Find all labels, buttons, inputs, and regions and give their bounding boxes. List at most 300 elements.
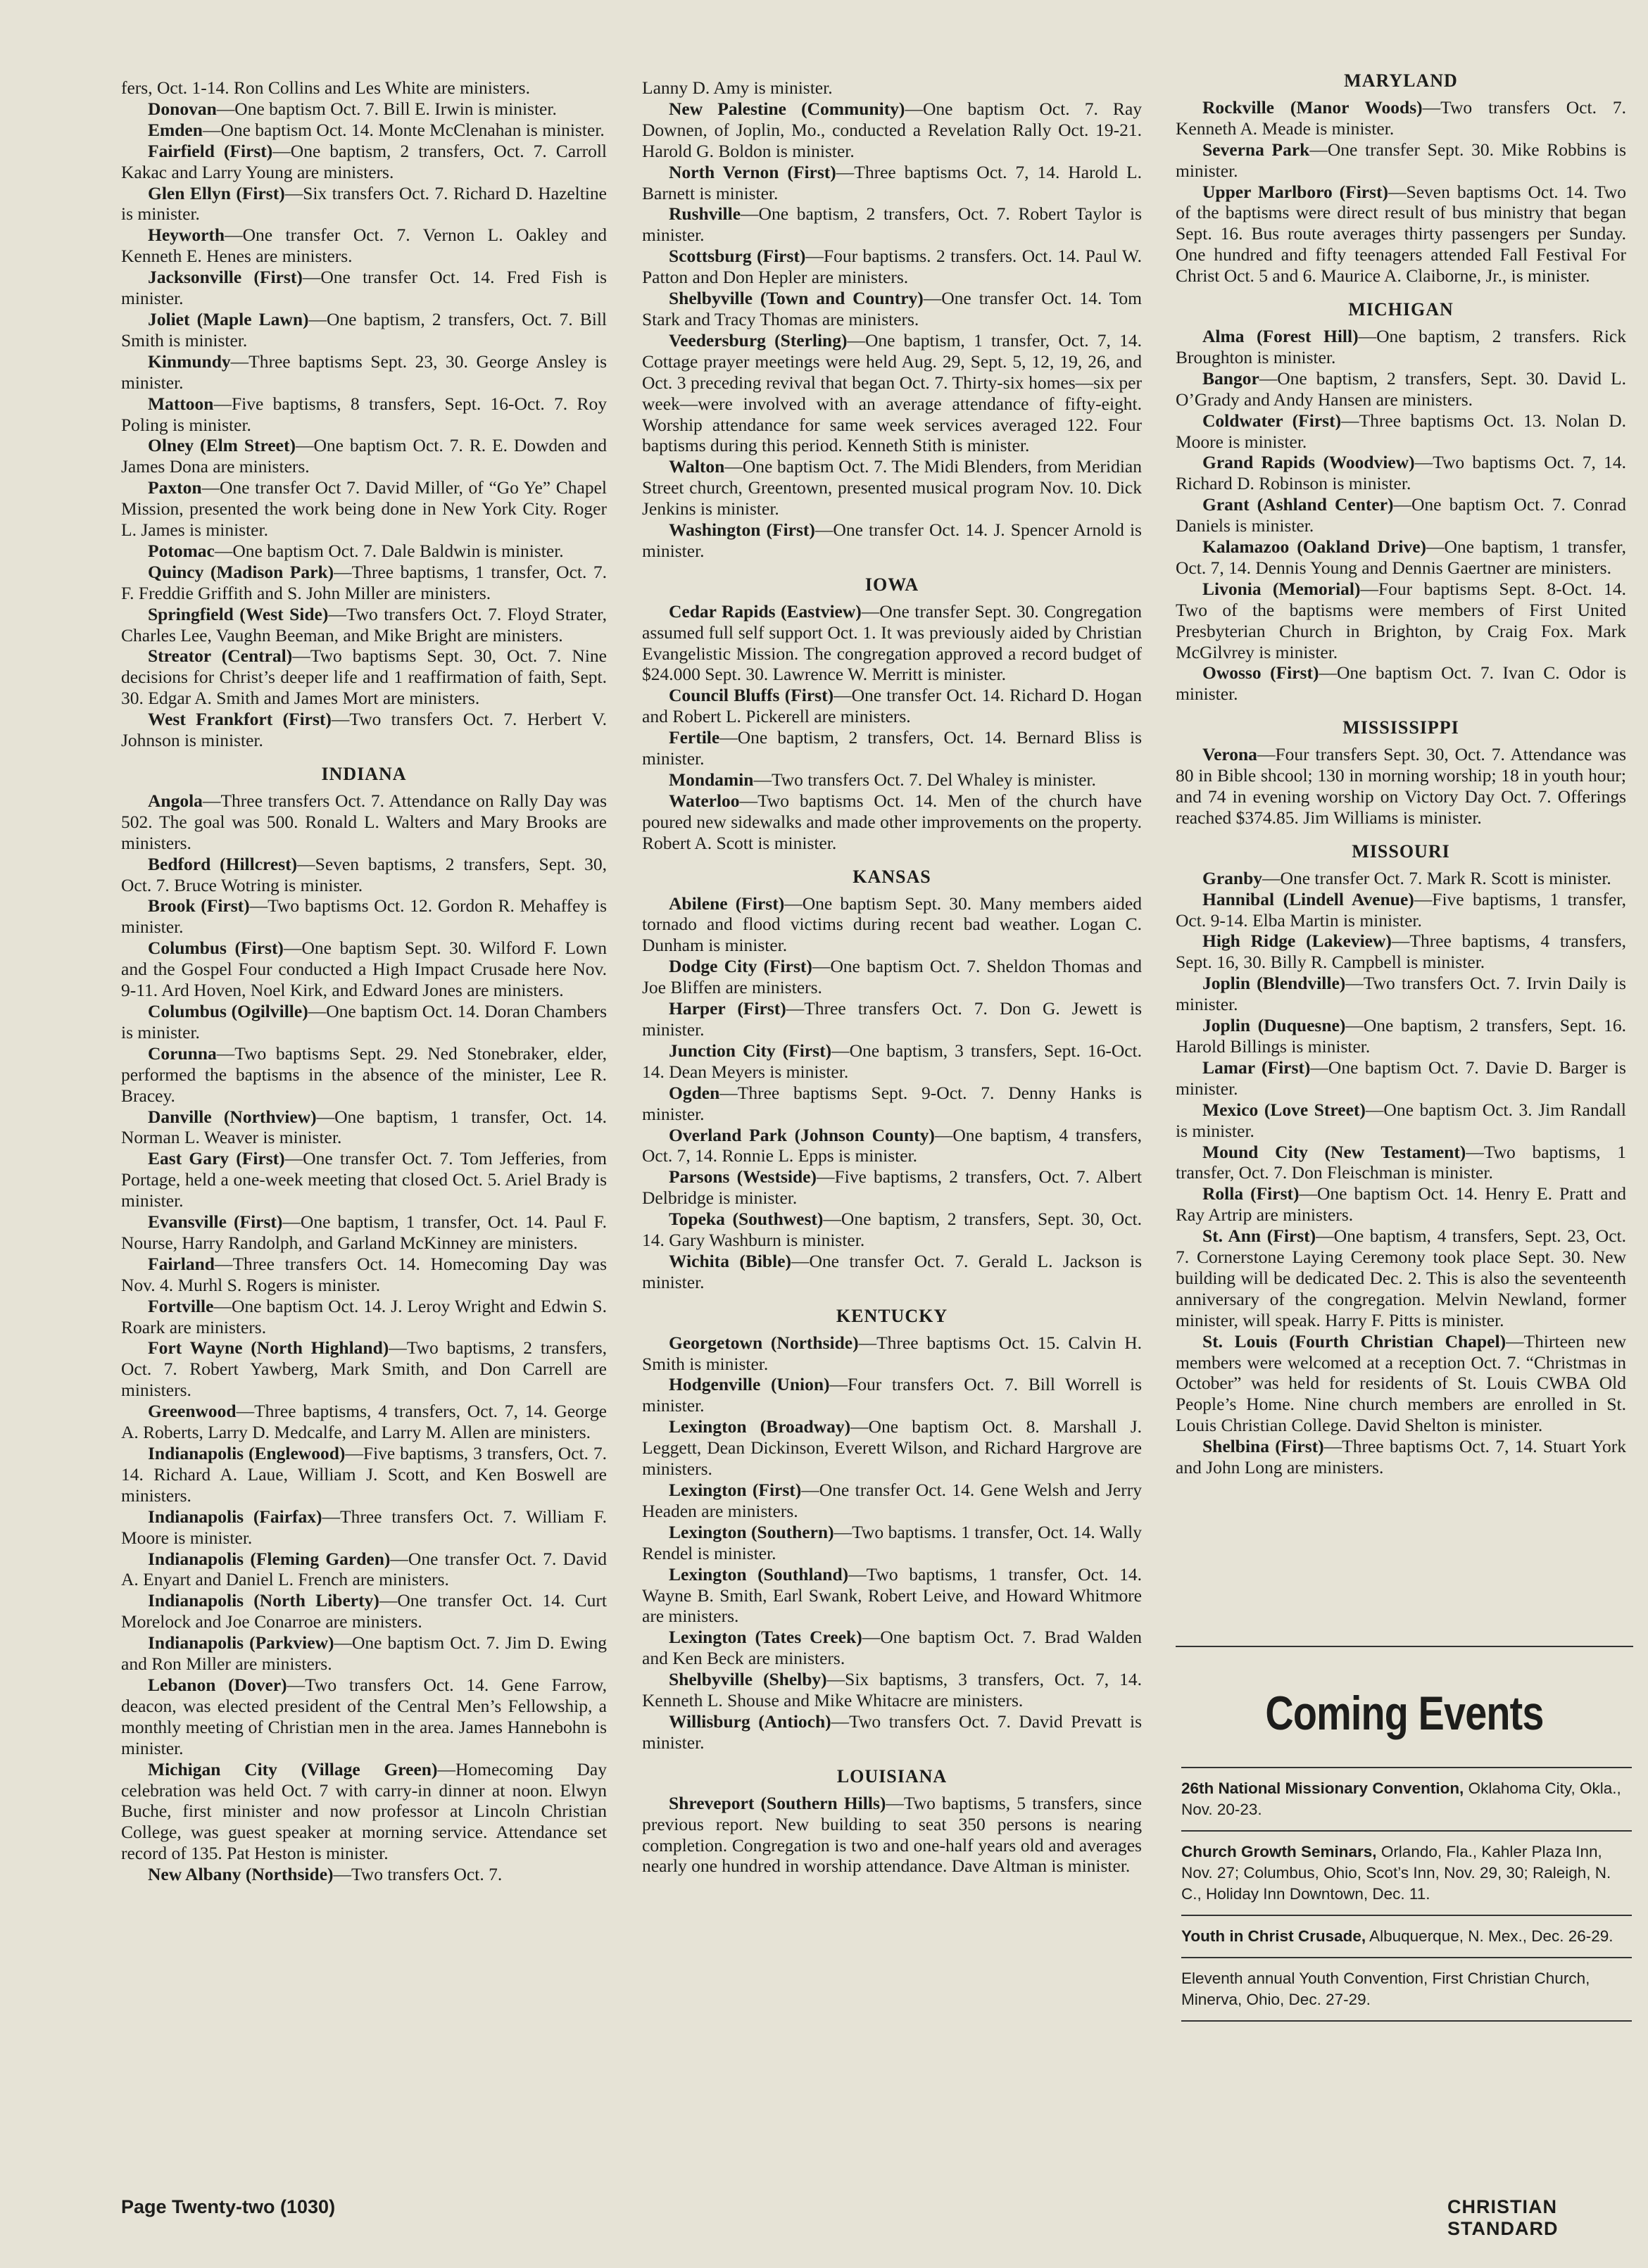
church-report <box>642 1125 1142 1167</box>
church-report <box>121 1549 607 1591</box>
church-report <box>1176 1183 1626 1226</box>
church-report <box>121 1590 607 1632</box>
church-name: Owosso (First) <box>1202 662 1319 683</box>
report-text: —One transfer Sept. 30. Congregation assumed full self support Oct. 1. It was previously aided by Christian Evangelistic Mission. The congregation approved a record budget of $24.000 Sept. 30. Lawrence W. Merritt is minister. <box>642 600 1142 685</box>
church-report <box>121 267 607 309</box>
church-name: Springfield (West Side) <box>148 603 329 624</box>
church-report <box>642 1040 1142 1083</box>
church-report <box>642 456 1142 519</box>
report-text: —Five baptisms, 2 transfers, Oct. 7. Albert Delbridge is minister. <box>642 1166 1142 1209</box>
report-text: —One baptism Oct. 14. Monte McClenahan is minister. <box>202 119 605 140</box>
church-report <box>1176 1436 1626 1478</box>
church-report <box>121 541 607 562</box>
state-heading: IOWA <box>864 574 919 595</box>
church-report <box>1176 452 1626 494</box>
church-name: Indianapolis (Fleming Garden) <box>148 1548 391 1569</box>
church-name: Bedford (Hillcrest) <box>148 853 298 874</box>
event-detail: Albuquerque, N. Mex., Dec. 26-29. <box>1366 1927 1614 1945</box>
report-text: —Four transfers Sept. 30, Oct. 7. Attendance was 80 in Bible shcool; 130 in morning worship; 18 in youth hour; and 74 in evening worship on Victory Day Oct. 7. Offerings reached $374.85. Jim Williams is minister. <box>1176 744 1626 828</box>
report-text: —One transfer Oct. 14. Richard D. Hogan and Robert L. Pickerell are ministers. <box>642 685 1142 727</box>
report-text: —Three transfers Oct. 14. Homecoming Day was Nov. 4. Murhl S. Rogers is minister. <box>121 1253 607 1295</box>
church-name: Angola <box>148 790 203 811</box>
coming-events-list <box>1181 1767 1632 2022</box>
church-name: Joplin (Duquesne) <box>1202 1015 1346 1036</box>
church-name: Lexington (Southern) <box>669 1521 834 1542</box>
report-text: —Two transfers Oct. 14. Gene Farrow, deacon, was elected president of the Central Men’s Fellowship, a monthly meeting of Christian men in the area. James Hannebohn is minister. <box>121 1674 607 1758</box>
event-item <box>1181 1832 1632 1916</box>
report-text: —Five baptisms, 1 transfer, Oct. 9-14. Elba Martin is minister. <box>1176 888 1626 931</box>
report-text: —Four baptisms Sept. 8-Oct. 14. Two of the baptisms were members of First United Presbyterian Church in Brighton, by Craig Fox. Mark McGilvrey is minister. <box>1176 578 1626 662</box>
church-report <box>121 120 607 141</box>
report-text: —One baptism Oct. 7. The Midi Blenders, from Meridian Street church, Greentown, presented musical program Nov. 10. Dick Jenkins is minister. <box>642 456 1142 519</box>
report-text: —One baptism, 1 transfer, Oct. 14. Paul F. Nourse, Harry Randolph, and Garland McKinney are ministers. <box>121 1211 607 1253</box>
church-name: Wichita (Bible) <box>669 1250 792 1271</box>
report-text: —Three baptisms Sept. 9-Oct. 7. Denny Hanks is minister. <box>642 1082 1142 1124</box>
report-text: —Seven baptisms Oct. 14. Two of the baptisms were direct result of bus ministry that began Sept. 16. Bus route averages thirty passengers per Sunday. One hundred and fifty teenagers attended Fall Festival For Christ Oct. 5 and 6. Maurice A. Claiborne, Jr., is minister. <box>1176 181 1626 286</box>
church-name: Lexington (Southland) <box>669 1563 849 1585</box>
church-name: Jacksonville (First) <box>148 267 303 288</box>
church-report <box>121 1043 607 1107</box>
church-report <box>121 604 607 646</box>
report-text: —One transfer Oct. 7. Mark R. Scott is minister. <box>1262 867 1611 888</box>
church-name: Lexington (Tates Creek) <box>669 1627 862 1648</box>
church-report <box>121 1506 607 1549</box>
church-name: Lamar (First) <box>1202 1057 1311 1078</box>
report-text: —One transfer Oct. 14. Curt Morelock and Joe Conarroe are ministers. <box>121 1590 607 1632</box>
church-report <box>642 246 1142 288</box>
report-text: —One baptism Oct. 7. Ivan C. Odor is minister. <box>1176 662 1627 705</box>
church-report <box>642 998 1142 1040</box>
church-name: Joplin (Blendville) <box>1202 973 1346 994</box>
report-text: —Four transfers Oct. 7. Bill Worrell is minister. <box>642 1374 1143 1416</box>
church-name: Mondamin <box>669 769 754 790</box>
report-text: —Three baptisms Oct. 7, 14. Harold L. Barnett is minister. <box>642 161 1142 203</box>
report-text: —Two baptisms Oct. 7, 14. Richard D. Robinson is minister. <box>1176 452 1627 494</box>
event-detail: Orlando, Fla., Kahler Plaza Inn, Nov. 27; Columbus, Ohio, Scot’s Inn, Nov. 29, 30; Raleigh, N. C., Holiday Inn Downtown, Dec. 11. <box>1181 1843 1611 1903</box>
church-name: Shelbina (First) <box>1202 1436 1324 1457</box>
church-name: Mound City (New Testament) <box>1202 1141 1466 1162</box>
church-name: Ogden <box>669 1082 720 1103</box>
church-report <box>121 1211 607 1254</box>
report-text: —Two baptisms, 2 transfers, Oct. 7. Robert Yawberg, Mark Smith, and Don Carrell are ministers. <box>121 1337 607 1401</box>
church-name: Evansville (First) <box>148 1211 283 1233</box>
report-text: —One baptism Oct. 14. Doran Chambers is minister. <box>121 1000 607 1042</box>
church-name: Upper Marlboro (First) <box>1202 181 1389 202</box>
report-text: —Three baptisms, 4 transfers, Sept. 16, 30. Billy R. Campbell is minister. <box>1176 931 1626 973</box>
church-report <box>121 141 607 183</box>
church-report <box>642 1711 1142 1753</box>
church-report <box>1176 536 1626 579</box>
report-text: —One baptism, 2 transfers. Rick Broughton is minister. <box>1176 325 1626 367</box>
church-name: Donovan <box>148 98 217 119</box>
church-name: Shelbyville (Town and Country) <box>669 288 924 309</box>
report-text: —Three transfers Oct. 7. William F. Moore is minister. <box>121 1506 607 1548</box>
report-text: —Two baptisms Sept. 29. Ned Stonebraker, elder, performed the baptisms in the absence of the minister, Lee R. Bracey. <box>121 1042 607 1106</box>
church-report <box>1176 868 1626 889</box>
church-report <box>121 1401 607 1443</box>
report-text: —Two baptisms Sept. 30, Oct. 7. Nine decisions for Christ’s deeper life and 1 reaffirmation of faith, Sept. 30. Edgar A. Smith and James Mort are ministers. <box>121 645 607 709</box>
church-name: Fairland <box>148 1253 215 1274</box>
report-text: —One baptism, 2 transfers, Oct. 7. Robert Taylor is minister. <box>642 203 1142 246</box>
coming-events-title: Coming Events <box>1265 1687 1544 1740</box>
report-text: —One baptism Oct. 7. Brad Walden and Ken Beck are ministers. <box>642 1627 1142 1669</box>
report-text: —One baptism, 2 transfers, Oct. 7. Carroll Kakac and Larry Young are ministers. <box>121 140 607 182</box>
report-text: —One baptism, 2 transfers, Sept. 30, Oct. 14. Gary Washburn is minister. <box>642 1209 1142 1251</box>
report-text: —Two transfers Oct. 7. Herbert V. Johnson is minister. <box>121 709 607 751</box>
church-name: Council Bluffs (First) <box>669 685 834 706</box>
report-text: —One baptism, 2 transfers, Sept. 16. Harold Billings is minister. <box>1176 1015 1626 1057</box>
church-name: Fortville <box>148 1295 214 1316</box>
church-name: Junction City (First) <box>669 1040 832 1061</box>
church-report <box>642 288 1142 330</box>
report-text: —One baptism Oct. 7. Conrad Daniels is minister. <box>1176 494 1626 536</box>
church-report <box>121 309 607 351</box>
report-text: —Seven baptisms, 2 transfers, Sept. 30, Oct. 7. Bruce Wotring is minister. <box>121 853 607 895</box>
report-text: —Six baptisms, 3 transfers, Oct. 7, 14. Kenneth L. Shouse and Mike Whitacre are ministers. <box>642 1669 1142 1711</box>
church-report <box>642 1627 1142 1669</box>
event-item <box>1181 1916 1632 1958</box>
church-report <box>121 1675 607 1759</box>
church-name: Indianapolis (North Liberty) <box>148 1590 379 1611</box>
church-name: New Palestine (Community) <box>669 98 905 119</box>
report-text: —Five baptisms, 8 transfers, Sept. 16-Oct. 7. Roy Poling is minister. <box>121 393 607 435</box>
church-report <box>642 77 1142 99</box>
state-heading: INDIANA <box>321 764 407 784</box>
report-text: —One baptism Oct. 14. J. Leroy Wright and Edwin S. Roark are ministers. <box>121 1295 607 1337</box>
church-report <box>642 769 1142 790</box>
state-heading: MARYLAND <box>1344 70 1458 91</box>
church-report <box>121 1001 607 1043</box>
event-detail: Oklahoma City, Okla., Nov. 20-23. <box>1181 1779 1621 1818</box>
report-text: —One baptism, 1 transfer, Oct. 7, 14. Dennis Young and Dennis Gaertner are ministers. <box>1176 536 1626 578</box>
church-report <box>121 99 607 120</box>
church-report <box>642 1793 1142 1877</box>
church-name: Potomac <box>148 540 215 561</box>
church-name: Livonia (Memorial) <box>1202 578 1361 599</box>
report-text: —One baptism Oct. 7. Sheldon Thomas and Joe Bliffen are ministers. <box>642 956 1142 998</box>
church-report <box>642 1669 1142 1711</box>
church-report <box>642 893 1142 957</box>
church-name: Hannibal (Lindell Avenue) <box>1202 888 1414 909</box>
church-name: Veedersburg (Sterling) <box>669 329 848 351</box>
church-report <box>121 477 607 541</box>
church-report <box>121 1337 607 1401</box>
report-text: —Three baptisms, 1 transfer, Oct. 7. F. Freddie Griffith and S. John Miller are ministers. <box>121 561 607 603</box>
church-report <box>642 1416 1142 1480</box>
report-text: fers, Oct. 1-14. Ron Collins and Les White are ministers. <box>121 77 530 98</box>
report-text: —One baptism Oct. 7. Ray Downen, of Joplin, Mo., conducted a Revelation Rally Oct. 19-21. Harold G. Boldon is minister. <box>642 98 1143 161</box>
report-text: —One transfer Oct 7. David Miller, of “Go Ye” Chapel Mission, presented the work being done in New York City. Roger L. James is minister. <box>121 477 607 541</box>
church-name: Rushville <box>669 203 741 225</box>
report-text: —Two baptisms Oct. 14. Men of the church have poured new sidewalks and made other improvements on the property. Robert A. Scott is minister. <box>642 790 1142 853</box>
church-name: Heyworth <box>148 225 225 246</box>
church-name: Corunna <box>148 1042 217 1064</box>
church-report <box>121 351 607 393</box>
church-name: Columbus (First) <box>148 938 284 959</box>
report-text: —One transfer Oct. 14. Tom Stark and Tracy Thomas are ministers. <box>642 288 1142 329</box>
report-text: —Two transfers Oct. 7. Irvin Daily is minister. <box>1176 973 1626 1015</box>
church-report <box>121 77 607 99</box>
church-name: Georgetown (Northside) <box>669 1332 859 1353</box>
church-report <box>1176 139 1626 182</box>
church-name: Granby <box>1202 867 1263 888</box>
church-report <box>121 1864 607 1885</box>
church-name: Severna Park <box>1202 139 1310 160</box>
report-text: —Three transfers Oct. 7. Attendance on Rally Day was 502. The goal was 500. Ronald L. Walters and Mary Brooks are ministers. <box>121 790 607 853</box>
report-text: —One baptism, 1 transfer, Oct. 7, 14. Cottage prayer meetings were held Aug. 29, Sept. 5, 12, 19, 26, and Oct. 3 preceding revival that began Oct. 7. Thirty-six homes—six per week—were involved with an average attendance of fifty-eight. Worship attendance for same week services averaged 122. Four baptisms during this period. Kenneth Stith is minister. <box>642 329 1142 456</box>
report-text: —One baptism Oct. 7. Jim D. Ewing and Ron Miller are ministers. <box>121 1632 607 1675</box>
church-report <box>121 1148 607 1211</box>
church-report <box>1176 182 1626 287</box>
church-name: Columbus (Ogilville) <box>148 1000 308 1021</box>
report-text: —Thirteen new members were welcomed at a reception Oct. 7. “Christmas in October” was held for residents of St. Louis CWBA Old People’s Home. Nine church members are enrolled in St. Louis Christian College. David Shelton is minister. <box>1176 1330 1626 1436</box>
church-report <box>1176 579 1626 663</box>
church-name: Coldwater (First) <box>1202 410 1342 431</box>
church-report <box>1176 1331 1626 1437</box>
church-name: West Frankfort (First) <box>148 709 332 730</box>
church-report <box>121 895 607 938</box>
church-report <box>642 1166 1142 1209</box>
church-name: Parsons (Westside) <box>669 1166 817 1187</box>
church-report <box>121 562 607 604</box>
church-report <box>1176 931 1626 973</box>
church-report <box>121 1443 607 1506</box>
church-report <box>642 727 1142 769</box>
report-text: —One baptism Sept. 30. Wilford F. Lown and the Gospel Four conducted a High Impact Crusade here Nov. 9-11. Ard Hoven, Noel Kirk, and Edward Jones are ministers. <box>121 938 608 1001</box>
church-report <box>121 1254 607 1296</box>
report-text: —Two transfers Oct. 7. <box>333 1864 503 1885</box>
church-name: Grant (Ashland Center) <box>1202 494 1394 515</box>
church-name: New Albany (Northside) <box>148 1864 334 1885</box>
church-name: Scottsburg (First) <box>669 246 806 267</box>
church-report <box>642 99 1142 162</box>
church-name: Rolla (First) <box>1202 1183 1300 1204</box>
church-report <box>121 435 607 477</box>
church-name: Waterloo <box>669 790 740 811</box>
church-name: Fairfield (First) <box>148 140 273 161</box>
church-name: Alma (Forest Hill) <box>1202 325 1359 346</box>
church-report <box>121 1759 607 1865</box>
church-report <box>642 1480 1142 1522</box>
report-text: —Three baptisms Oct. 13. Nolan D. Moore is minister. <box>1176 410 1626 452</box>
report-text: —One transfer Sept. 30. Mike Robbins is minister. <box>1176 139 1626 181</box>
church-report <box>121 938 607 1001</box>
report-text: —One baptism Oct. 7. R. E. Dowden and James Dona are ministers. <box>121 435 607 477</box>
church-name: Glen Ellyn (First) <box>148 182 285 203</box>
church-report <box>642 519 1142 562</box>
report-text: —Three baptisms Sept. 23, 30. George Ansley is minister. <box>121 351 607 393</box>
church-report <box>1176 1057 1626 1100</box>
church-name: Bangor <box>1202 367 1259 389</box>
church-name: East Gary (First) <box>148 1148 285 1169</box>
report-text: —Three transfers Oct. 7. Don G. Jewett is minister. <box>642 998 1142 1040</box>
report-text: —One transfer Oct. 7. Vernon L. Oakley and Kenneth E. Henes are ministers. <box>121 225 607 267</box>
report-text: —Two baptisms, 1 transfer, Oct. 7. Don Fleischman is minister. <box>1176 1141 1626 1183</box>
report-text: —One baptism Sept. 30. Many members aided tornado and flood victims during recent bad weather. Logan C. Dunham is minister. <box>642 893 1142 956</box>
church-name: Harper (First) <box>669 998 786 1019</box>
church-report <box>642 956 1142 998</box>
report-text: —One baptism Oct. 7. Dale Baldwin is minister. <box>214 540 564 561</box>
church-name: Willisburg (Antioch) <box>669 1711 831 1732</box>
church-report <box>1176 1226 1626 1331</box>
report-text: —One baptism, 4 transfers, Oct. 7, 14. Ronnie L. Epps is minister. <box>642 1124 1142 1166</box>
church-report <box>642 790 1142 854</box>
church-name: Paxton <box>148 477 202 498</box>
church-report <box>121 393 607 436</box>
church-name: Mattoon <box>148 393 214 414</box>
church-name: Lexington (Broadway) <box>669 1416 851 1437</box>
church-name: Dodge City (First) <box>669 956 812 977</box>
column-3 <box>1176 70 1626 1478</box>
church-report <box>642 1333 1142 1375</box>
church-name: Abilene (First) <box>669 893 785 914</box>
page-number: Page Twenty-two (1030) <box>121 2196 336 2217</box>
report-text: Lanny D. Amy is minister. <box>642 77 833 98</box>
report-text: —One transfer Oct. 7. Tom Jefferies, from Portage, held a one-week meeting that closed Oct. 5. Ariel Brady is minister. <box>121 1148 607 1211</box>
church-report <box>1176 326 1626 368</box>
report-text: —One transfer Oct. 7. David A. Enyart and Daniel L. French are ministers. <box>121 1548 607 1590</box>
church-report <box>642 330 1142 456</box>
church-report <box>121 1107 607 1149</box>
report-text: —One transfer Oct. 7. Gerald L. Jackson is minister. <box>642 1250 1142 1292</box>
report-text: —One baptism, 2 transfers, Oct. 7. Bill Smith is minister. <box>121 308 607 351</box>
church-name: Topeka (Southwest) <box>669 1209 824 1230</box>
report-text: —Four baptisms. 2 transfers. Oct. 14. Paul W. Patton and Don Hepler are ministers. <box>642 246 1142 288</box>
church-report <box>1176 494 1626 536</box>
report-text: —Two transfers Oct. 7. Del Whaley is minister. <box>753 769 1096 790</box>
report-text: —One transfer Oct. 14. J. Spencer Arnold is minister. <box>642 519 1142 561</box>
church-name: Joliet (Maple Lawn) <box>148 308 309 329</box>
publication-name: CHRISTIAN STANDARD <box>1447 2196 1559 2239</box>
state-heading: LOUISIANA <box>836 1765 948 1787</box>
church-report <box>121 854 607 896</box>
church-name: Hodgenville (Union) <box>669 1374 830 1395</box>
report-text: —Five baptisms, 3 transfers, Oct. 7. 14. Richard A. Laue, William J. Scott, and Ken Boswell are ministers. <box>121 1443 607 1506</box>
state-heading: MICHIGAN <box>1348 299 1454 320</box>
church-name: Fertile <box>669 727 720 748</box>
event-item <box>1181 1958 1632 2022</box>
report-text: —Three baptisms, 4 transfers, Oct. 7, 14. George A. Roberts, Larry D. Medcalfe, and Larry M. Allen are ministers. <box>121 1401 607 1443</box>
church-name: Walton <box>669 456 725 477</box>
church-report <box>121 1632 607 1675</box>
church-report <box>642 1374 1142 1416</box>
church-report <box>1176 973 1626 1015</box>
church-name: Shelbyville (Shelby) <box>669 1669 827 1690</box>
church-report <box>642 203 1142 246</box>
church-report <box>642 601 1142 686</box>
church-report <box>642 1209 1142 1251</box>
event-item <box>1181 1767 1632 1832</box>
events-divider <box>1176 1646 1633 1647</box>
church-name: Streator (Central) <box>148 645 293 667</box>
report-text: —One baptism Oct. 8. Marshall J. Leggett, Dean Dickinson, Everett Wilson, and Richard Hargrove are ministers. <box>642 1416 1142 1480</box>
church-report <box>642 685 1142 727</box>
church-report <box>642 1522 1142 1564</box>
church-name: Quincy (Madison Park) <box>148 561 334 582</box>
event-name: Church Growth Seminars, <box>1181 1843 1377 1860</box>
church-name: Michigan City (Village Green) <box>148 1758 438 1779</box>
event-detail: Eleventh annual Youth Convention, First Christian Church, Minerva, Ohio, Dec. 27-29. <box>1181 1970 1590 2008</box>
church-report <box>1176 410 1626 453</box>
report-text: —Two baptisms Oct. 12. Gordon R. Mehaffey is minister. <box>121 895 607 938</box>
church-name: Lexington (First) <box>669 1480 802 1500</box>
church-name: Kinmundy <box>148 351 231 372</box>
column-2 <box>642 77 1142 1877</box>
church-report <box>1176 1015 1626 1057</box>
report-text: —One transfer Oct. 14. Gene Welsh and Jerry Headen are ministers. <box>642 1480 1142 1521</box>
church-report <box>121 225 607 267</box>
report-text: —One baptism, 1 transfer, Oct. 14. Norman L. Weaver is minister. <box>121 1106 607 1148</box>
church-name: Fort Wayne (North Highland) <box>148 1337 389 1359</box>
church-report <box>642 162 1142 204</box>
church-name: Lebanon (Dover) <box>148 1674 287 1695</box>
church-name: Shreveport (Southern Hills) <box>669 1792 886 1813</box>
church-name: North Vernon (First) <box>669 161 836 182</box>
church-name: St. Ann (First) <box>1202 1226 1316 1247</box>
church-name: High Ridge (Lakeview) <box>1202 931 1392 952</box>
report-text: —Two baptisms. 1 transfer, Oct. 14. Wally Rendel is minister. <box>642 1521 1143 1563</box>
report-text: —Two transfers Oct. 7. Kenneth A. Meade is minister. <box>1176 96 1626 139</box>
church-report <box>1176 1100 1626 1142</box>
report-text: —Homecoming Day celebration was held Oct. 7 with carry-in dinner at noon. Elwyn Buche, first minister and now professor at Lincoln Christian College, was guest speaker at morning service. Attendance set record of 135. Pat Heston is minister. <box>121 1758 607 1864</box>
report-text: —Three baptisms Oct. 15. Calvin H. Smith is minister. <box>642 1332 1143 1374</box>
church-name: Indianapolis (Englewood) <box>148 1443 346 1463</box>
report-text: —Two transfers Oct. 7. David Prevatt is minister. <box>642 1711 1142 1753</box>
church-name: Verona <box>1202 744 1257 765</box>
church-report <box>1176 662 1626 705</box>
church-name: St. Louis (Fourth Christian Chapel) <box>1202 1330 1507 1352</box>
church-report <box>121 709 607 751</box>
church-name: Emden <box>148 119 203 140</box>
church-report <box>121 790 607 854</box>
report-text: —One transfer Oct. 14. Fred Fish is minister. <box>121 267 607 309</box>
church-report <box>121 645 607 709</box>
church-name: Cedar Rapids (Eastview) <box>669 600 862 622</box>
church-report <box>642 1564 1142 1627</box>
church-report <box>642 1083 1142 1125</box>
church-name: Grand Rapids (Woodview) <box>1202 452 1415 473</box>
state-heading: KENTUCKY <box>836 1305 948 1326</box>
column-1 <box>121 77 607 1885</box>
church-name: Kalamazoo (Oakland Drive) <box>1202 536 1427 557</box>
church-name: Brook (First) <box>148 895 250 916</box>
church-report <box>1176 889 1626 931</box>
church-name: Washington (First) <box>669 519 815 541</box>
report-text: —Two baptisms, 1 transfer, Oct. 14. Wayne B. Smith, Earl Swank, Robert Leive, and Howard Whitmore are ministers. <box>642 1563 1142 1627</box>
report-text: —One baptism Oct. 7. Davie D. Barger is minister. <box>1176 1057 1626 1099</box>
event-name: 26th National Missionary Convention, <box>1181 1779 1464 1797</box>
church-report <box>121 1296 607 1338</box>
church-name: Danville (Northview) <box>148 1106 317 1127</box>
report-text: —One baptism Oct. 3. Jim Randall is minister. <box>1176 1099 1626 1141</box>
church-name: Indianapolis (Parkview) <box>148 1632 334 1653</box>
church-name: Olney (Elm Street) <box>148 435 296 456</box>
church-report <box>1176 1142 1626 1184</box>
state-heading: MISSOURI <box>1352 840 1450 862</box>
report-text: —Three baptisms Oct. 7, 14. Stuart York and John Long are ministers. <box>1176 1436 1627 1478</box>
church-report <box>1176 368 1626 410</box>
report-text: —One baptism Oct. 14. Henry E. Pratt and Ray Artrip are ministers. <box>1176 1183 1627 1226</box>
church-name: Greenwood <box>148 1401 237 1422</box>
state-heading: MISSISSIPPI <box>1342 717 1459 738</box>
report-text: —One baptism Oct. 7. Bill E. Irwin is minister. <box>216 98 557 119</box>
report-text: —One baptism, 4 transfers, Sept. 23, Oct. 7. Cornerstone Laying Ceremony took place Sept. 30. New building will be dedicated Dec. 2. This is also the seventeenth anniversary of the congregation. Melvin Newland, former minister, will speak. Harry F. Pitts is minister. <box>1176 1226 1626 1330</box>
report-text: —Six transfers Oct. 7. Richard D. Hazeltine is minister. <box>121 182 607 225</box>
report-text: —One baptism, 3 transfers, Sept. 16-Oct. 14. Dean Meyers is minister. <box>642 1040 1143 1082</box>
church-name: Mexico (Love Street) <box>1202 1099 1366 1120</box>
church-name: Rockville (Manor Woods) <box>1202 96 1423 118</box>
report-text: —Two transfers Oct. 7. Floyd Strater, Charles Lee, Vaughn Beeman, and Mike Bright are ministers. <box>121 603 608 645</box>
